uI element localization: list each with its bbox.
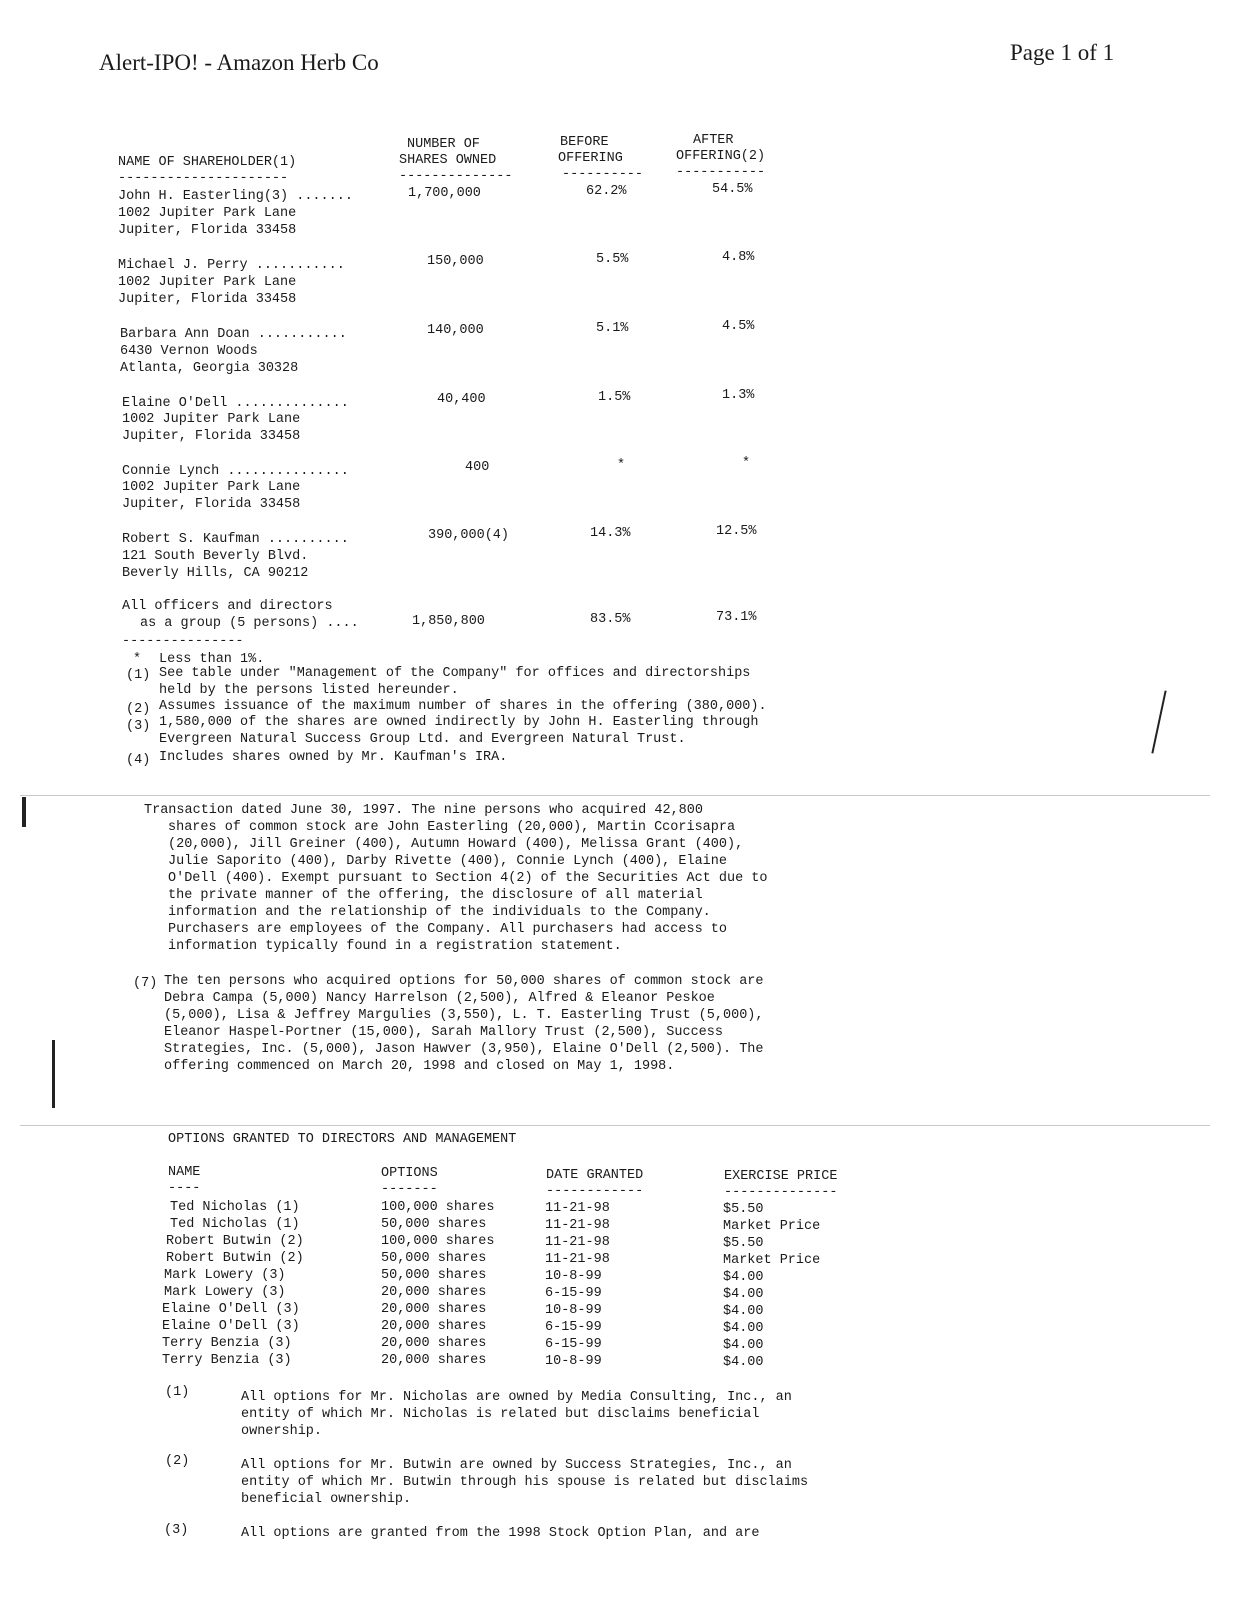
option-date-granted: 11-21-98 (545, 1218, 610, 1233)
footnote-separator: --------------- (122, 634, 244, 649)
shareholder-address: 121 South Beverly Blvd. (122, 549, 309, 564)
note-mark: (2) (165, 1454, 190, 1469)
shareholder-name: Barbara Ann Doan ........... (120, 327, 347, 342)
option-exercise-price: Market Price (723, 1253, 821, 1268)
footnote-mark: (1) (126, 668, 151, 683)
pct-before: 62.2% (586, 184, 627, 199)
footnote-text-cont: held by the persons listed hereunder. (159, 683, 459, 698)
shareholder-city: Atlanta, Georgia 30328 (120, 361, 299, 376)
option-date-granted: 11-21-98 (545, 1235, 610, 1250)
option-date-granted: 6-15-99 (545, 1337, 602, 1352)
option-exercise-price: $4.00 (723, 1304, 764, 1319)
margin-mark (22, 797, 26, 827)
col-header-after-line1: AFTER (693, 133, 734, 148)
option-shares: 20,000 shares (381, 1302, 487, 1317)
pct-before: 5.5% (596, 252, 629, 267)
group-label-line2: as a group (5 persons) .... (140, 616, 359, 631)
footnote-mark: * (133, 652, 142, 667)
header-underline-price: -------------- (724, 1185, 838, 1200)
note-line: All options for Mr. Butwin are owned by Success Strategies, Inc., an (241, 1458, 792, 1473)
shareholder-address: 6430 Vernon Woods (120, 344, 258, 359)
paragraph-line: Strategies, Inc. (5,000), Jason Hawver (3,950), Elaine O'Dell (2,500). The (164, 1042, 764, 1057)
group-label-line1: All officers and directors (122, 599, 333, 614)
col-header-options: OPTIONS (381, 1166, 438, 1181)
option-exercise-price: $4.00 (723, 1287, 764, 1302)
option-date-granted: 11-21-98 (545, 1201, 610, 1216)
option-holder-name: Ted Nicholas (1) (170, 1217, 300, 1232)
option-exercise-price: $4.00 (723, 1270, 764, 1285)
margin-mark (1151, 690, 1166, 753)
option-shares: 100,000 shares (381, 1234, 495, 1249)
col-header-after-line2: OFFERING(2) (676, 149, 766, 164)
option-exercise-price: Market Price (723, 1219, 821, 1234)
option-holder-name: Elaine O'Dell (3) (162, 1319, 300, 1334)
option-exercise-price: $4.00 (723, 1355, 764, 1370)
shareholder-name: Connie Lynch ............... (122, 464, 349, 479)
option-exercise-price: $5.50 (723, 1236, 764, 1251)
group-pct-before: 83.5% (590, 612, 631, 627)
paragraph-line: the private manner of the offering, the disclosure of all material (168, 888, 703, 903)
footnote-mark: (2) (126, 702, 151, 717)
option-date-granted: 10-8-99 (545, 1354, 602, 1369)
option-shares: 50,000 shares (381, 1268, 487, 1283)
group-shares: 1,850,800 (412, 614, 485, 629)
col-header-name: NAME (168, 1165, 201, 1180)
header-underline-options: ------- (381, 1182, 438, 1197)
option-shares: 20,000 shares (381, 1319, 487, 1334)
option-exercise-price: $4.00 (723, 1321, 764, 1336)
option-shares: 100,000 shares (381, 1200, 495, 1215)
pct-before: 1.5% (598, 390, 631, 405)
option-holder-name: Ted Nicholas (1) (170, 1200, 300, 1215)
col-header-price: EXERCISE PRICE (724, 1169, 838, 1184)
paragraph-line: Eleanor Haspel-Portner (15,000), Sarah Mallory Trust (2,500), Success (164, 1025, 723, 1040)
shares-owned: 1,700,000 (408, 186, 481, 201)
shareholder-address: 1002 Jupiter Park Lane (122, 480, 301, 495)
col-header-shares-line2: SHARES OWNED (399, 153, 497, 168)
options-table-title: OPTIONS GRANTED TO DIRECTORS AND MANAGEMENT (168, 1132, 517, 1147)
pct-after: 12.5% (716, 524, 757, 539)
shareholder-address: 1002 Jupiter Park Lane (118, 206, 297, 221)
option-holder-name: Robert Butwin (2) (166, 1251, 304, 1266)
paragraph-line: information typically found in a registration statement. (168, 939, 622, 954)
paragraph-line: Transaction dated June 30, 1997. The nine persons who acquired 42,800 (144, 803, 703, 818)
header-underline-after: ----------- (676, 165, 766, 180)
option-date-granted: 10-8-99 (545, 1303, 602, 1318)
note-line: entity of which Mr. Nicholas is related but disclaims beneficial (241, 1407, 760, 1422)
page-header-title: Alert-IPO! - Amazon Herb Co (99, 50, 379, 75)
option-exercise-price: $4.00 (723, 1338, 764, 1353)
note-line: beneficial ownership. (241, 1492, 412, 1507)
pct-after: 54.5% (712, 182, 753, 197)
pct-after: 1.3% (722, 388, 755, 403)
shares-owned: 400 (465, 460, 490, 475)
paragraph-line: Debra Campa (5,000) Nancy Harrelson (2,500), Alfred & Eleanor Peskoe (164, 991, 715, 1006)
shares-owned: 40,400 (437, 392, 486, 407)
shares-owned: 390,000(4) (428, 528, 510, 543)
shareholder-name: Robert S. Kaufman .......... (122, 532, 349, 547)
option-holder-name: Terry Benzia (3) (162, 1353, 292, 1368)
shareholder-name: Elaine O'Dell .............. (122, 396, 349, 411)
shareholder-city: Jupiter, Florida 33458 (122, 429, 301, 444)
option-date-granted: 6-15-99 (545, 1320, 602, 1335)
header-underline-shares: -------------- (399, 169, 513, 184)
group-pct-after: 73.1% (716, 610, 757, 625)
footnote-text: Includes shares owned by Mr. Kaufman's IRA. (159, 750, 508, 765)
scan-rule (20, 795, 1210, 796)
footnote-mark: (4) (126, 753, 151, 768)
note-mark: (1) (165, 1385, 190, 1400)
paragraph-line: (5,000), Lisa & Jeffrey Margulies (3,550), L. T. Easterling Trust (5,000), (164, 1008, 764, 1023)
scan-rule (20, 1125, 1210, 1126)
note-line: All options for Mr. Nicholas are owned by Media Consulting, Inc., an (241, 1390, 792, 1405)
header-underline-name: --------------------- (118, 171, 289, 186)
col-header-name: NAME OF SHAREHOLDER(1) (118, 155, 297, 170)
col-header-before-line1: BEFORE (560, 135, 609, 150)
shareholder-city: Jupiter, Florida 33458 (118, 223, 297, 238)
note-line: ownership. (241, 1424, 323, 1439)
col-header-before-line2: OFFERING (558, 151, 623, 166)
option-date-granted: 10-8-99 (545, 1269, 602, 1284)
paragraph-line: Purchasers are employees of the Company. All purchasers had access to (168, 922, 727, 937)
footnote-text: 1,580,000 of the shares are owned indirectly by John H. Easterling through (159, 715, 759, 730)
page-number: Page 1 of 1 (1010, 40, 1115, 65)
footnote-mark: (3) (126, 719, 151, 734)
pct-after: 4.5% (722, 319, 755, 334)
paragraph-line: offering commenced on March 20, 1998 and closed on May 1, 1998. (164, 1059, 675, 1074)
paragraph-line: O'Dell (400). Exempt pursuant to Section 4(2) of the Securities Act due to (168, 871, 768, 886)
shares-owned: 150,000 (427, 254, 484, 269)
note-mark: (3) (164, 1523, 189, 1538)
option-exercise-price: $5.50 (723, 1202, 764, 1217)
header-underline-name: ---- (168, 1181, 201, 1196)
shares-owned: 140,000 (427, 323, 484, 338)
shareholder-city: Jupiter, Florida 33458 (122, 497, 301, 512)
option-holder-name: Mark Lowery (3) (164, 1268, 286, 1283)
option-shares: 20,000 shares (381, 1285, 487, 1300)
option-shares: 50,000 shares (381, 1217, 487, 1232)
shareholder-name: John H. Easterling(3) ....... (118, 189, 353, 204)
note-line: entity of which Mr. Butwin through his spouse is related but disclaims (241, 1475, 809, 1490)
option-date-granted: 11-21-98 (545, 1252, 610, 1267)
paragraph-line: information and the relationship of the individuals to the Company. (168, 905, 711, 920)
shareholder-city: Jupiter, Florida 33458 (118, 292, 297, 307)
header-underline-date: ------------ (546, 1184, 644, 1199)
option-date-granted: 6-15-99 (545, 1286, 602, 1301)
paragraph-line: The ten persons who acquired options for 50,000 shares of common stock are (164, 974, 764, 989)
note-mark: (7) (133, 976, 158, 991)
paragraph-line: (20,000), Jill Greiner (400), Autumn Howard (400), Melissa Grant (400), (168, 837, 744, 852)
pct-after: 4.8% (722, 250, 755, 265)
option-shares: 20,000 shares (381, 1353, 487, 1368)
margin-mark (52, 1040, 55, 1108)
pct-before: 14.3% (590, 526, 631, 541)
option-shares: 50,000 shares (381, 1251, 487, 1266)
col-header-date: DATE GRANTED (546, 1168, 644, 1183)
pct-after: * (742, 456, 751, 471)
shareholder-city: Beverly Hills, CA 90212 (122, 566, 309, 581)
footnote-text: See table under "Management of the Company" for offices and directorships (159, 666, 751, 681)
paragraph-line: Julie Saporito (400), Darby Rivette (400), Connie Lynch (400), Elaine (168, 854, 727, 869)
pct-before: * (617, 458, 626, 473)
shareholder-address: 1002 Jupiter Park Lane (122, 412, 301, 427)
footnote-text: Less than 1%. (159, 652, 265, 667)
paragraph-line: shares of common stock are John Easterling (20,000), Martin Ccorisapra (168, 820, 736, 835)
option-holder-name: Robert Butwin (2) (166, 1234, 304, 1249)
option-holder-name: Mark Lowery (3) (164, 1285, 286, 1300)
pct-before: 5.1% (596, 321, 629, 336)
option-holder-name: Terry Benzia (3) (162, 1336, 292, 1351)
option-shares: 20,000 shares (381, 1336, 487, 1351)
footnote-text: Assumes issuance of the maximum number of shares in the offering (380,000). (159, 699, 767, 714)
shareholder-address: 1002 Jupiter Park Lane (118, 275, 297, 290)
note-line: All options are granted from the 1998 Stock Option Plan, and are (241, 1526, 760, 1541)
shareholder-name: Michael J. Perry ........... (118, 258, 345, 273)
col-header-shares-line1: NUMBER OF (407, 137, 480, 152)
option-holder-name: Elaine O'Dell (3) (162, 1302, 300, 1317)
footnote-text-cont: Evergreen Natural Success Group Ltd. and Evergreen Natural Trust. (159, 732, 686, 747)
header-underline-before: ---------- (562, 167, 644, 182)
